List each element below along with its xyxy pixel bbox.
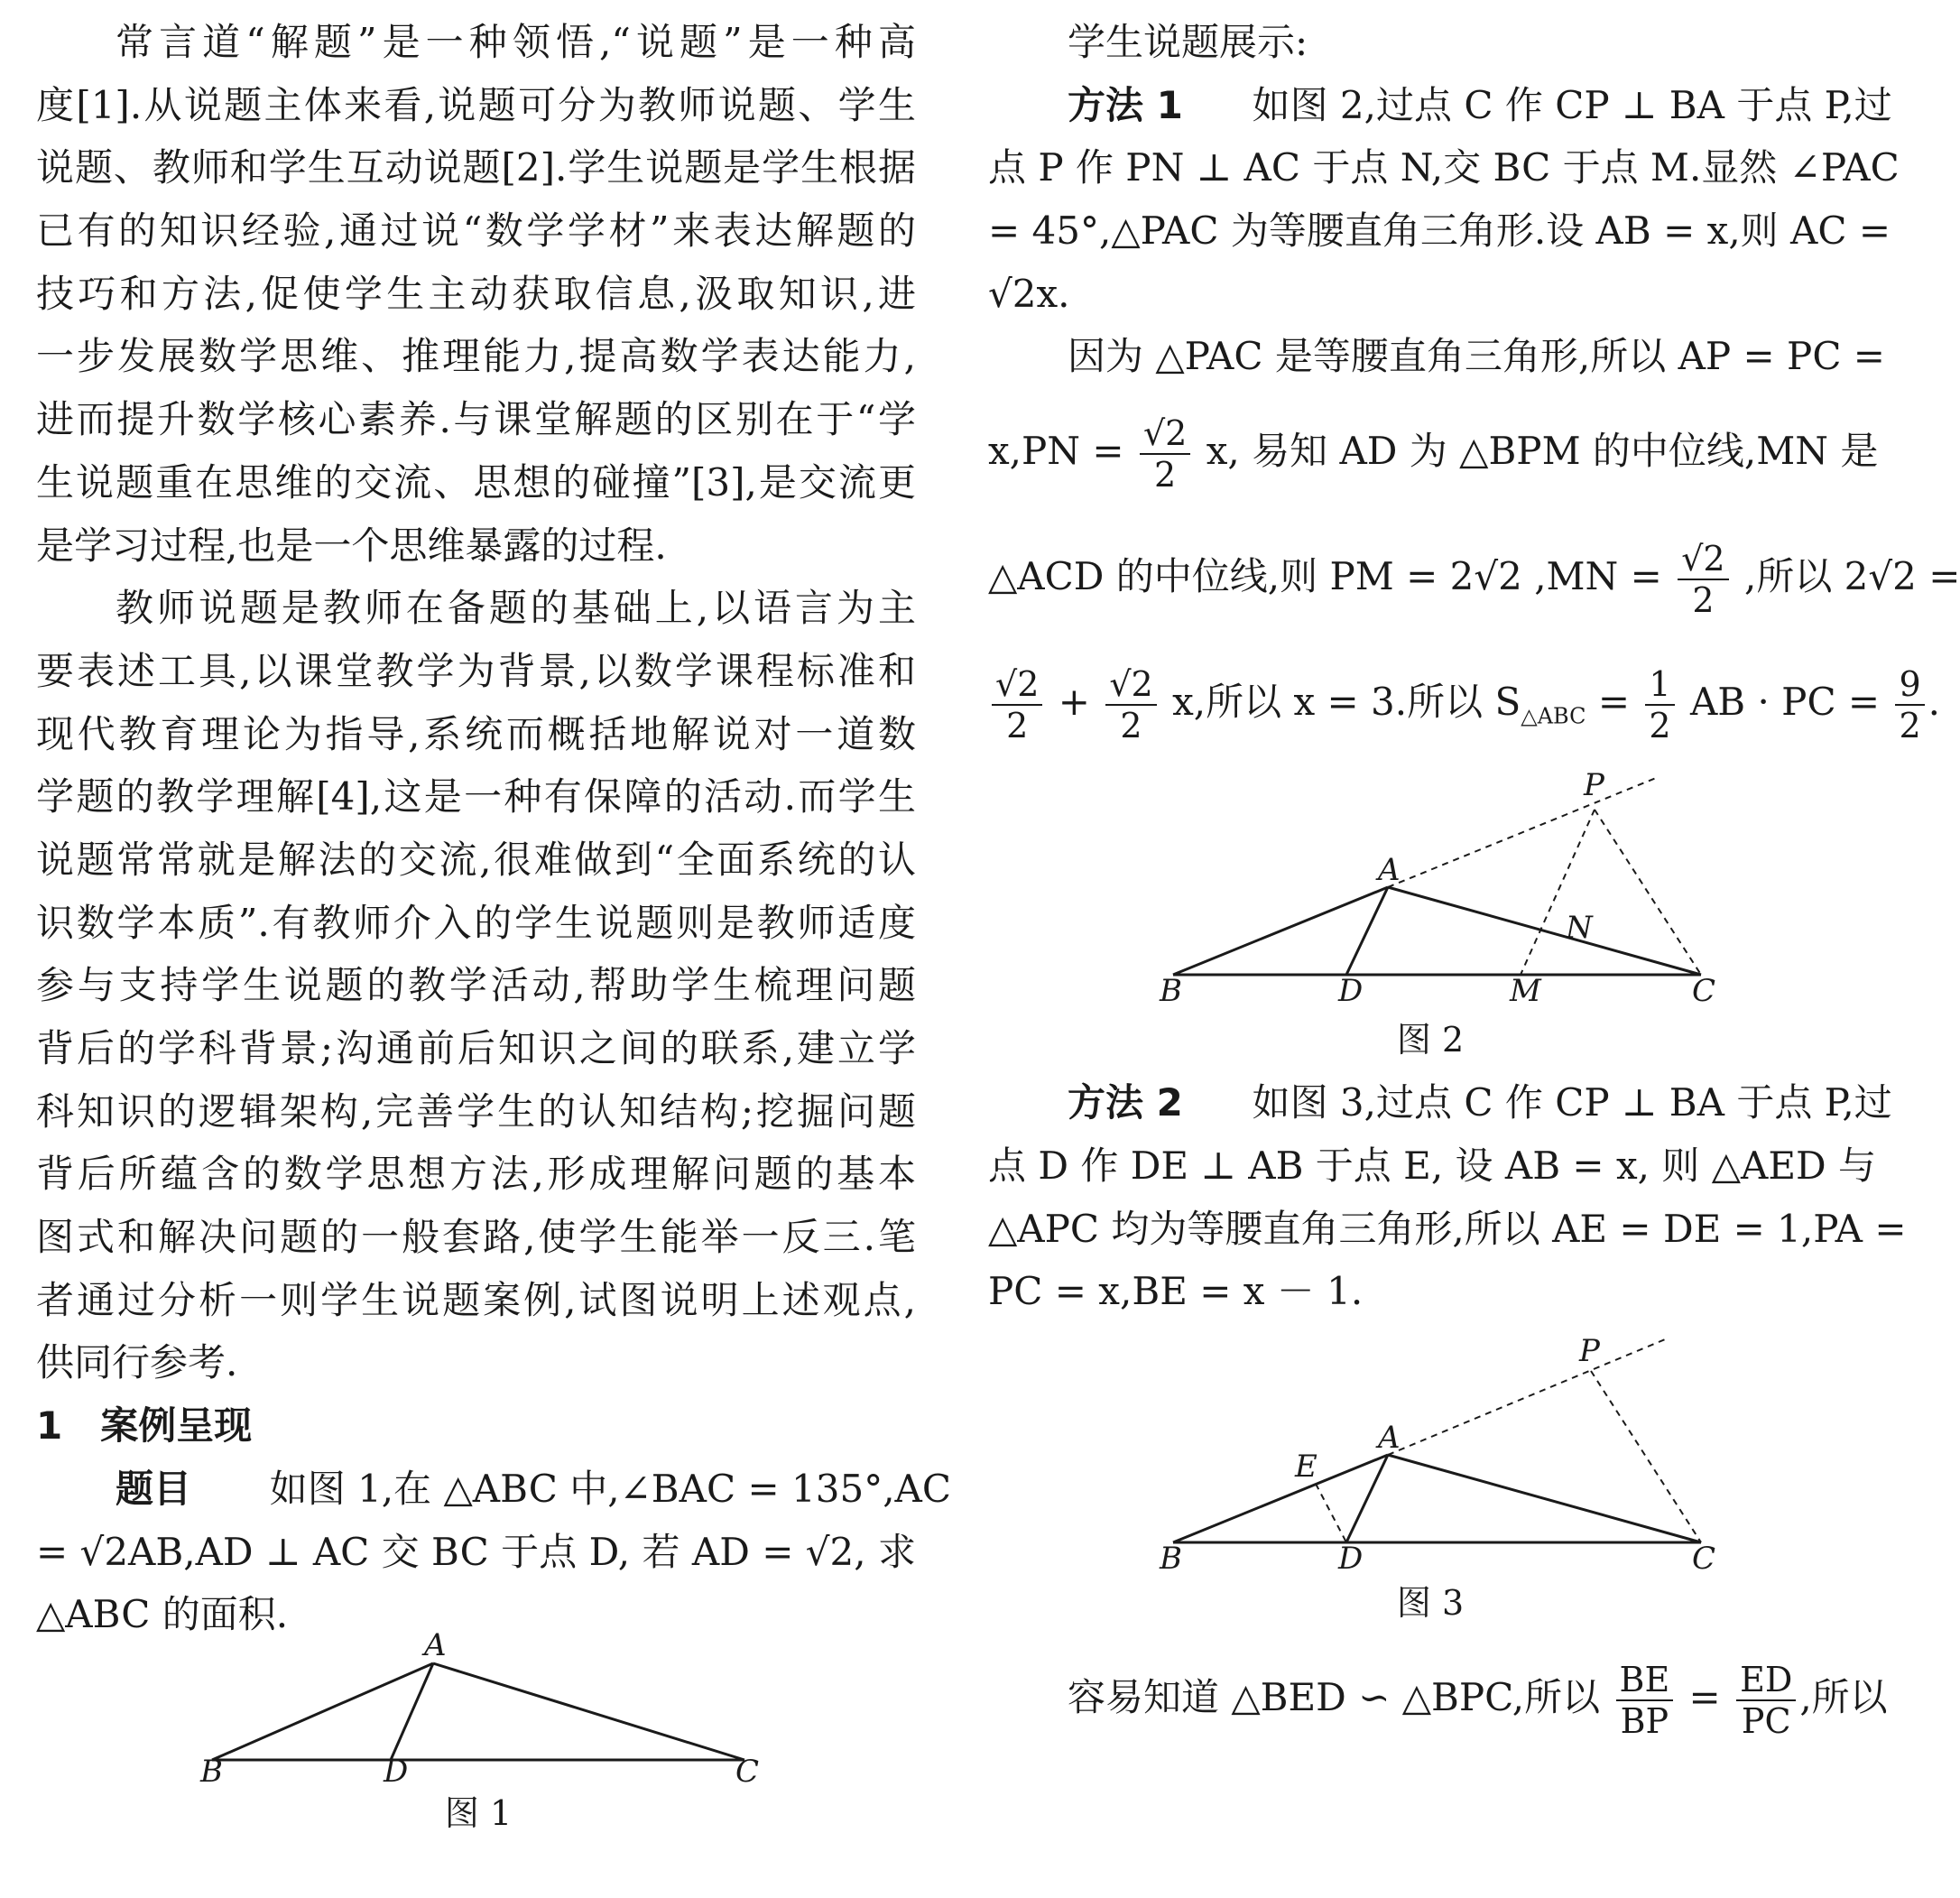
problem-text: 如图 1,在 △ABC 中,∠BAC = 135°,AC: [269, 1466, 952, 1511]
text-line: 说题、教师和学生互动说题[2].学生说题是学生根据: [36, 145, 916, 190]
period: .: [1928, 680, 1941, 725]
text-line: 科知识的逻辑架构,完善学生的认知结构;挖掘问题: [36, 1088, 916, 1134]
label-c: C: [735, 1753, 760, 1790]
segment-ba: [1173, 1455, 1388, 1542]
area-subscript: △ABC: [1521, 703, 1586, 729]
text-line: 一步发展数学思维、推理能力,提高数学表达能力,: [36, 334, 916, 379]
figure-2-diagram: [988, 764, 1868, 1008]
last-formula-line: [988, 1634, 1888, 1760]
label-b: B: [1160, 1540, 1182, 1577]
text-line: 点 P 作 PN ⊥ AC 于点 N,交 BC 于点 M.显然 ∠PAC: [988, 145, 1900, 190]
method1-line: [988, 74, 1892, 137]
fraction-sqrt2-over-2: $\frac{√2}{2}$: [1140, 413, 1190, 495]
segment-ac: [1388, 1455, 1701, 1542]
student-intro: 学生说题展示:: [1068, 20, 1308, 64]
problem-label: 题目: [116, 1466, 192, 1511]
text-line: 因为 △PAC 是等腰直角三角形,所以 AP = PC =: [1068, 334, 1885, 379]
label-d: D: [1338, 973, 1364, 1010]
text-line: 要表述工具,以课堂教学为背景,以数学课程标准和: [36, 648, 916, 693]
method1-label: 方法 1: [1068, 82, 1183, 127]
label-b: B: [200, 1753, 223, 1790]
problem-line: [36, 1458, 952, 1521]
formula-line-mn: [988, 514, 1960, 639]
label-d: D: [1338, 1540, 1364, 1577]
formula-text: ,所以: [1799, 1674, 1888, 1719]
paragraph-teacher: [36, 577, 916, 1394]
text-line: △ABC 的面积.: [36, 1592, 289, 1637]
label-a: A: [424, 1626, 447, 1663]
text-line: = √2AB,AD ⊥ AC 交 BC 于点 D, 若 AD = √2, 求: [36, 1529, 916, 1574]
fraction-sqrt2-over-2: $\frac{√2}{2}$: [1678, 539, 1728, 620]
label-c: C: [1692, 1540, 1716, 1577]
label-a: A: [1378, 852, 1401, 889]
formula-text: x,所以 x = 3.所以 S: [1172, 680, 1521, 725]
segment-de: [1316, 1484, 1346, 1542]
section-title: 1 案例呈现: [36, 1403, 253, 1449]
plus-sign: +: [1058, 680, 1090, 725]
equals-sign: =: [1688, 1674, 1721, 1719]
text-line: 供同行参考.: [36, 1340, 238, 1385]
method2-line: [988, 1071, 1892, 1134]
figure-1-caption: 图 1: [444, 1792, 513, 1833]
text-line: 技巧和方法,促使学生主动获取信息,汲取知识,进: [36, 271, 916, 316]
text-line: 说题常常就是解法的交流,很难做到“全面系统的认: [36, 837, 916, 882]
formula-text: x, 易知 AD 为 △BPM 的中位线,MN 是: [1206, 429, 1879, 474]
extension-ap: [1388, 778, 1656, 887]
text-line: 者通过分析一则学生说题案例,试图说明上述观点,: [36, 1277, 916, 1322]
label-p: P: [1579, 1332, 1600, 1369]
text-line: PC = x,BE = x － 1.: [988, 1269, 1364, 1314]
formula-text: 容易知道 △BED ∽ △BPC,所以: [1068, 1674, 1601, 1719]
text-line: 背后的学科背景;沟通前后知识之间的联系,建立学: [36, 1026, 916, 1070]
figure-2-caption: 图 2: [1396, 1020, 1465, 1060]
text-line: 学题的教学理解[4],这是一种有保障的活动.而学生: [36, 774, 916, 819]
extension-ap: [1388, 1338, 1669, 1455]
text-line: = 45°,△PAC 为等腰直角三角形.设 AB = x,则 AC =: [988, 208, 1891, 254]
segment-ac: [433, 1663, 744, 1760]
text-line: 识数学本质”.有教师介入的学生说题则是教师适度: [36, 900, 916, 945]
text-line: 教师说题是教师在备题的基础上,以语言为主: [116, 586, 916, 631]
text-line: √2x.: [988, 271, 1070, 316]
paragraph-intro: [36, 11, 916, 577]
segment-ba: [212, 1663, 433, 1760]
formula-text: x,PN =: [988, 429, 1124, 474]
fraction-9-over-2: $\frac{9}{2}$: [1895, 664, 1924, 745]
equals-sign: =: [1597, 680, 1631, 725]
fraction-1-over-2: $\frac{1}{2}$: [1645, 664, 1674, 745]
formula-line-area: [988, 639, 1941, 764]
text-line: 已有的知识经验,通过说“数学学材”来表达解题的: [36, 208, 916, 254]
formula-text: ,所以 2√2 =: [1743, 554, 1960, 599]
figure-3-caption: 图 3: [1396, 1582, 1465, 1623]
label-a: A: [1378, 1419, 1401, 1456]
label-p: P: [1584, 767, 1604, 804]
formula-line-pn: [988, 388, 1879, 514]
figure-3: [988, 1323, 1868, 1634]
text-line: 图式和解决问题的一般套路,使学生能举一反三.笔: [36, 1215, 916, 1260]
text-line: 生说题重在思维的交流、思想的碰撞”[3],是交流更: [36, 459, 916, 505]
text-line: 度[1].从说题主体来看,说题可分为教师说题、学生: [36, 82, 916, 127]
text-line: 是学习过程,也是一个思维暴露的过程.: [36, 523, 667, 568]
label-b: B: [1160, 973, 1182, 1010]
label-d: D: [384, 1753, 409, 1790]
label-c: C: [1692, 973, 1716, 1010]
text-line: 进而提升数学核心素养.与课堂解题的区别在于“学: [36, 397, 916, 442]
fraction-be-over-bp: $\frac{BE}{BP}$: [1616, 1660, 1674, 1741]
figure-1-diagram: [36, 1626, 916, 1790]
text-line: 参与支持学生说题的教学活动,帮助学生梳理问题: [36, 963, 916, 1008]
figure-3-diagram: [988, 1323, 1868, 1577]
text-line: 背后所蕴含的数学思想方法,形成理解问题的基本: [36, 1152, 916, 1197]
method2-label: 方法 2: [1068, 1080, 1183, 1125]
method2-text: 如图 3,过点 C 作 CP ⊥ BA 于点 P,过: [1252, 1080, 1892, 1125]
label-m: M: [1510, 973, 1541, 1010]
formula-text: AB · PC =: [1689, 680, 1881, 725]
left-column: [36, 11, 952, 1845]
text-line: 点 D 作 DE ⊥ AB 于点 E, 设 AB = x, 则 △AED 与: [988, 1143, 1877, 1188]
text-line: 常言道“解题”是一种领悟,“说题”是一种高: [116, 20, 916, 64]
text-line: △APC 均为等腰直角三角形,所以 AE = DE = 1,PA =: [988, 1206, 1907, 1251]
fraction-ed-over-pc: $\frac{ED}{PC}$: [1736, 1660, 1796, 1741]
label-e: E: [1295, 1448, 1317, 1485]
text-line: 现代教育理论为指导,系统而概括地解说对一道数: [36, 711, 916, 756]
segment-pm: [1521, 810, 1595, 975]
right-column: [988, 11, 1960, 1760]
segment-ba: [1173, 887, 1388, 975]
figure-2: [988, 764, 1868, 1071]
fraction-sqrt2-over-2: $\frac{√2}{2}$: [1105, 664, 1156, 745]
label-n: N: [1566, 910, 1593, 947]
figure-1: [36, 1626, 916, 1845]
method1-text: 如图 2,过点 C 作 CP ⊥ BA 于点 P,过: [1252, 82, 1892, 127]
fraction-sqrt2-over-2: $\frac{√2}{2}$: [992, 664, 1042, 745]
formula-text: △ACD 的中位线,则 PM = 2√2 ,MN =: [988, 554, 1662, 599]
